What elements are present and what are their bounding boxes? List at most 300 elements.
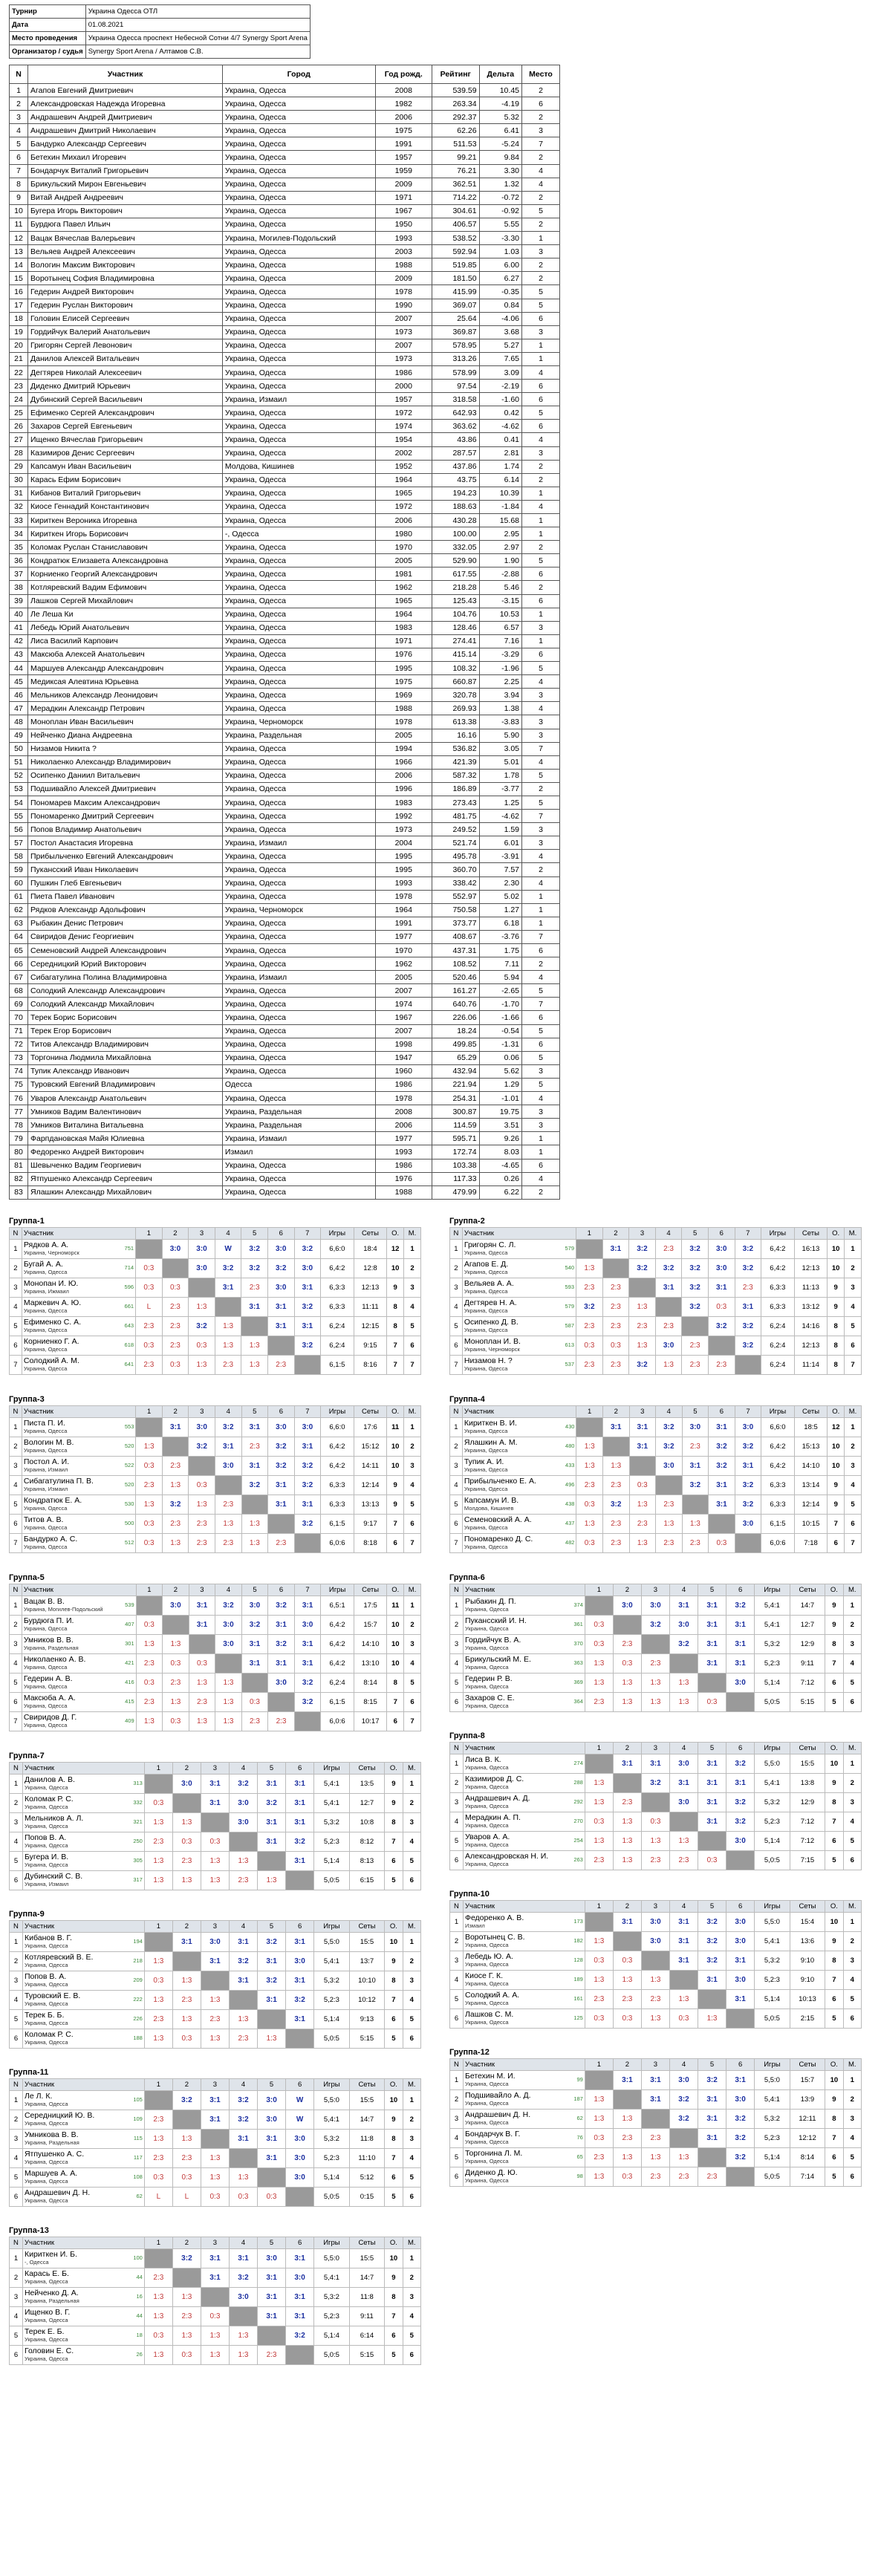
group-result-score: 2:3 [594, 1855, 605, 1864]
group-result-score: 3:0 [209, 1937, 221, 1946]
group-player-cell [463, 1850, 585, 1870]
birth-year: 1967 [375, 204, 432, 218]
group-col-sets: Сеты [349, 2237, 385, 2248]
rating: 263.34 [432, 97, 479, 111]
place: 4 [522, 1092, 560, 1105]
group-player-number: 3 [450, 1792, 464, 1812]
group-block [9, 1751, 421, 1890]
group-result-score: 3:1 [622, 1759, 633, 1768]
player-number: 9 [10, 191, 28, 204]
group-diagonal-cell [698, 1831, 726, 1850]
group-diagonal-cell [641, 1634, 669, 1653]
group-player-cell [22, 1832, 144, 1851]
group-col-player: Участник [22, 1227, 135, 1239]
group-row [450, 1239, 862, 1258]
player-city: Украина, Могилев-Подольский [222, 232, 375, 245]
birth-year: 1977 [375, 1132, 432, 1145]
group-result-cell [268, 1673, 295, 1692]
group-place: 2 [843, 1773, 861, 1792]
group-place: 3 [404, 1634, 421, 1653]
group-player-city: Украина, Одесса [24, 1981, 68, 1988]
group-result-score: 2:3 [181, 2312, 192, 2320]
group-table [9, 1405, 421, 1553]
group-row [450, 1355, 862, 1374]
group-result-score: 0:3 [650, 1817, 661, 1826]
group-result-score: 3:0 [678, 2075, 689, 2084]
group-player-name: Александровская Н. И. [464, 1852, 549, 1861]
group-col-player: Участник [22, 1405, 136, 1417]
table-row [10, 648, 560, 661]
group-player-name: Кибанов В. Г. [24, 1933, 72, 1943]
birth-year: 1973 [375, 352, 432, 365]
group-result-cell [735, 1278, 761, 1297]
group-place: 2 [403, 1793, 420, 1812]
group-result-cell [669, 1634, 698, 1653]
group-result-cell [641, 1773, 669, 1792]
player-number: 35 [10, 541, 28, 554]
player-city: Украина, Одесса [222, 380, 375, 393]
group-diagonal-cell [258, 2326, 286, 2345]
group-result-cell [286, 1774, 314, 1793]
player-number: 7 [10, 164, 28, 178]
group-sets: 10:10 [349, 1971, 385, 1990]
group-player-city: Молдова, Кишинев [464, 1505, 514, 1512]
group-result-cell [172, 2029, 201, 2048]
group-result-cell [162, 1278, 189, 1297]
group-points: 12 [387, 1239, 404, 1258]
group-result-score: 0:3 [594, 1817, 605, 1826]
group-result-cell [641, 1596, 669, 1615]
group-points: 8 [828, 1355, 845, 1374]
group-diagonal-cell [286, 2029, 314, 2048]
group-result-score: 3:1 [294, 1937, 305, 1946]
table-row [10, 527, 560, 541]
group-player-city: Украина, Одесса [23, 1625, 68, 1633]
group-player-name: Бондарчук В. Г. [464, 2130, 521, 2139]
player-city: Украина, Одесса [222, 137, 375, 151]
rating-delta: 6.22 [479, 1185, 521, 1199]
group-player-cell [22, 2268, 144, 2287]
group-sets: 12:7 [349, 1793, 385, 1812]
player-city: Украина, Одесса [222, 97, 375, 111]
group-points: 8 [387, 1316, 404, 1336]
player-city: Украина, Измаил [222, 1132, 375, 1145]
group-player-name: Мерадкин А. П. [464, 1813, 521, 1823]
group-result-score: 1:3 [196, 1302, 207, 1311]
player-name: Семеновский Андрей Александрович [28, 944, 223, 957]
group-player-rating: 128 [573, 1957, 583, 1964]
group-table [449, 1584, 862, 1712]
group-row [450, 1475, 862, 1494]
group-col-games: Игры [761, 1227, 795, 1239]
table-row [10, 554, 560, 567]
group-result-score: 3:0 [678, 1620, 689, 1629]
group-col-num: N [10, 1920, 23, 1932]
group-result-cell [286, 2148, 314, 2167]
group-row [10, 2029, 421, 2048]
group-result-cell [735, 1514, 761, 1533]
player-name: Лиса Василий Карпович [28, 634, 223, 648]
group-place: 6 [843, 2167, 861, 2186]
group-title: Группа-2 [449, 1216, 485, 1226]
group-player-name: Маркевич А. Ю. [23, 1298, 82, 1308]
birth-year: 1993 [375, 232, 432, 245]
group-result-score: 3:0 [735, 1917, 746, 1926]
group-result-score: 3:0 [650, 1936, 661, 1945]
table-row [10, 514, 560, 527]
group-player-number: 1 [10, 1239, 22, 1258]
group-diagonal-cell [229, 1832, 257, 1851]
group-row [10, 1932, 421, 1951]
group-games: 6,3:3 [761, 1494, 795, 1514]
player-number: 20 [10, 339, 28, 352]
group-player-name: Ле Л. К. [24, 2092, 53, 2101]
group-player-number: 6 [10, 1514, 22, 1533]
group-result-score: 1:3 [594, 2095, 605, 2104]
group-result-cell [229, 2129, 257, 2148]
group-result-cell [241, 1297, 268, 1316]
group-col-o: О. [385, 2237, 403, 2248]
group-player-cell [462, 1278, 576, 1297]
group-result-score: 3:1 [266, 1957, 277, 1965]
group-result-score: 2:3 [622, 1639, 633, 1648]
group-result-cell [708, 1278, 735, 1297]
group-result-cell [215, 1316, 241, 1336]
group-games: 6,3:3 [321, 1297, 354, 1316]
group-result-score: 2:3 [622, 1798, 633, 1806]
group-result-cell [229, 1774, 257, 1793]
group-player-city: Украина, Одесса [24, 1842, 68, 1850]
group-col-opponent: 5 [258, 2237, 286, 2248]
group-result-score: 3:2 [181, 2254, 192, 2263]
group-diagonal-cell [613, 1931, 641, 1951]
group-row [10, 1258, 421, 1278]
group-player-cell [463, 2167, 585, 2186]
rating: 181.50 [432, 272, 479, 285]
group-result-cell [698, 1615, 726, 1634]
group-col-sets: Сеты [349, 2078, 385, 2090]
group-result-score: L [156, 2192, 161, 2201]
group-col-o: О. [828, 1405, 845, 1417]
group-result-cell [294, 1456, 321, 1475]
group-player-city: Украина, Раздельная [24, 2297, 79, 2305]
group-points: 10 [385, 2248, 403, 2268]
player-name: Гедерин Андрей Викторович [28, 285, 223, 299]
group-result-cell [641, 1812, 669, 1831]
group-result-cell [258, 1793, 286, 1812]
group-place: 2 [843, 1615, 861, 1634]
player-number: 38 [10, 581, 28, 594]
group-result-cell [163, 1653, 189, 1673]
group-result-score: 3:0 [742, 1519, 754, 1528]
group-player-cell [22, 1456, 136, 1475]
group-diagonal-cell [201, 1971, 229, 1990]
group-result-cell [229, 1793, 257, 1812]
group-player-city: Украина, Одесса [464, 1466, 508, 1474]
rating-delta: 0.41 [479, 433, 521, 446]
table-row [10, 1078, 560, 1091]
group-result-score: 1:3 [249, 1360, 260, 1369]
group-sets: 12:13 [354, 1278, 387, 1297]
player-name: Вацак Вячеслав Валерьевич [28, 232, 223, 245]
group-result-cell [708, 1297, 735, 1316]
group-result-cell [585, 2089, 613, 2109]
group-result-cell [229, 2029, 257, 2048]
player-name: Григорян Сергей Левонович [28, 339, 223, 352]
place: 2 [522, 1185, 560, 1199]
player-number: 44 [10, 662, 28, 675]
group-result-score: 3:0 [735, 1975, 746, 1984]
group-place: 2 [845, 1258, 862, 1278]
group-result-score: 3:1 [650, 2075, 661, 2084]
group-result-cell [726, 2147, 755, 2167]
group-result-cell [698, 2070, 726, 2089]
birth-year: 1992 [375, 810, 432, 823]
group-place: 7 [404, 1711, 421, 1731]
group-player-cell [462, 1533, 576, 1552]
group-player-rating: 596 [124, 1284, 134, 1291]
column-header: Участник [28, 65, 223, 84]
group-player-cell [22, 2187, 144, 2206]
group-result-cell [294, 1673, 321, 1692]
group-player-rating: 292 [573, 1798, 583, 1806]
group-result-score: 0:3 [622, 1659, 633, 1668]
group-result-cell [136, 1475, 163, 1494]
birth-year: 1971 [375, 634, 432, 648]
rating: 108.32 [432, 662, 479, 675]
group-result-cell [144, 2306, 172, 2326]
group-games: 6,2:4 [761, 1316, 795, 1336]
group-player-rating: 482 [565, 1539, 575, 1546]
group-result-cell [201, 2248, 229, 2268]
rating-delta: 6.41 [479, 124, 521, 137]
group-games: 6,2:4 [321, 1336, 354, 1355]
group-result-score: 1:3 [706, 2014, 718, 2023]
group-result-cell [201, 1932, 229, 1951]
rating: 536.82 [432, 742, 479, 755]
group-games: 6,1:5 [321, 1355, 354, 1374]
group-games: 5,1:4 [314, 2167, 350, 2187]
group-result-cell [286, 2326, 314, 2345]
rating: 117.33 [432, 1172, 479, 1185]
table-row [10, 258, 560, 272]
group-row [10, 1653, 421, 1673]
table-row [10, 957, 560, 971]
groups-area [9, 1216, 871, 2413]
birth-year: 1982 [375, 97, 432, 111]
group-player-rating: 62 [136, 2193, 143, 2200]
group-result-cell [241, 1711, 268, 1731]
group-header-row [450, 1405, 862, 1417]
group-result-cell [172, 1812, 201, 1832]
birth-year: 1986 [375, 1078, 432, 1091]
group-result-cell [201, 2148, 229, 2167]
group-player-number: 6 [10, 2187, 23, 2206]
rating: 43.75 [432, 473, 479, 487]
group-result-cell [144, 2110, 172, 2129]
group-col-opponent: 6 [709, 1405, 735, 1417]
group-player-number: 4 [450, 1297, 463, 1316]
group-result-cell [726, 1754, 755, 1773]
group-player-rating: 409 [125, 1717, 134, 1725]
group-player-number: 3 [450, 1951, 464, 1970]
group-result-score: 3:2 [266, 1976, 277, 1985]
group-result-score: 0:3 [266, 2192, 277, 2201]
group-result-score: 1:3 [181, 2331, 192, 2340]
group-result-cell [189, 1514, 215, 1533]
group-result-score: 3:1 [678, 1917, 689, 1926]
group-player-name: Тупик А. И. [464, 1457, 504, 1467]
group-col-num: N [10, 1584, 22, 1596]
group-player-rating: 188 [133, 2035, 143, 2042]
group-sets: 15:13 [794, 1437, 828, 1456]
group-result-score: 3:2 [663, 1442, 674, 1451]
group-place: 3 [843, 2109, 861, 2128]
group-place: 2 [843, 2089, 861, 2109]
player-number: 22 [10, 365, 28, 379]
rating: 362.51 [432, 178, 479, 191]
group-result-cell [698, 1634, 726, 1653]
group-result-cell [268, 1596, 295, 1615]
group-row [10, 1417, 421, 1437]
player-name: Мельников Александр Леонидович [28, 689, 223, 702]
group-diagonal-cell [189, 1278, 215, 1297]
rating-delta: 9.84 [479, 151, 521, 164]
group-result-cell [585, 2147, 613, 2167]
group-games: 5,1:4 [755, 2147, 790, 2167]
group-result-score: 3:2 [196, 1321, 207, 1330]
group-player-name: Гедерин А. В. [23, 1674, 73, 1684]
group-player-rating: 108 [133, 2173, 143, 2181]
group-result-cell [726, 2109, 755, 2128]
group-sets: 10:8 [349, 1812, 385, 1832]
player-name: Бондарчук Виталий Григорьевич [28, 164, 223, 178]
group-player-name: Федоренко А. В. [464, 1913, 524, 1923]
group-result-cell [162, 1456, 189, 1475]
group-player-number: 2 [450, 2089, 464, 2109]
player-number: 71 [10, 1024, 28, 1038]
group-result-cell [726, 1989, 755, 2009]
group-player-city: Украина, Одесса [464, 2100, 509, 2107]
birth-year: 2005 [375, 554, 432, 567]
group-games: 6,4:2 [321, 1258, 354, 1278]
player-name: Свиридов Денис Георгиевич [28, 930, 223, 943]
player-name: Казимиров Денис Сергеевич [28, 446, 223, 460]
group-sets: 14:10 [354, 1634, 387, 1653]
group-player-name: Ищенко В. Г. [24, 2308, 71, 2318]
player-name: Сибагатулина Полина Владимировна [28, 971, 223, 984]
place: 4 [522, 876, 560, 890]
group-col-sets: Сеты [790, 1900, 825, 1912]
group-col-opponent: 5 [241, 1405, 268, 1417]
group-games: 6,4:2 [321, 1437, 354, 1456]
group-diagonal-cell [698, 1673, 726, 1692]
rating-delta: -4.06 [479, 312, 521, 325]
group-result-cell [241, 1278, 268, 1297]
group-result-cell [258, 2287, 286, 2306]
group-player-city: Украина, Одесса [464, 2119, 509, 2127]
protocol-document [9, 4, 871, 2413]
rating: 617.55 [432, 567, 479, 581]
group-player-city: Измаил [464, 1922, 485, 1930]
group-result-cell [215, 1355, 241, 1374]
group-result-cell [258, 2345, 286, 2364]
table-row [10, 1064, 560, 1078]
table-row [10, 971, 560, 984]
group-result-score: 0:3 [622, 2172, 633, 2181]
group-result-score: 3:2 [716, 1461, 727, 1470]
group-player-rating: 530 [124, 1500, 134, 1508]
group-result-score: 1:3 [663, 1360, 674, 1369]
group-player-rating: 579 [565, 1303, 575, 1310]
group-player-number: 4 [10, 2148, 23, 2167]
group-result-score: 3:1 [209, 1957, 221, 1965]
player-name: Корниенко Георгий Александрович [28, 567, 223, 581]
player-city: Украина, Одесса [222, 702, 375, 715]
group-result-score: W [296, 2115, 304, 2124]
player-city: Украина, Одесса [222, 365, 375, 379]
group-place: 5 [843, 2147, 861, 2167]
group-result-score: 3:0 [650, 1601, 661, 1610]
group-player-number: 2 [450, 1258, 463, 1278]
group-result-score: 3:0 [266, 2115, 277, 2124]
group-place: 5 [843, 1673, 861, 1692]
group-header-row [10, 1762, 421, 1774]
place: 4 [522, 850, 560, 863]
group-result-score: 2:3 [610, 1302, 621, 1311]
player-number: 83 [10, 1185, 28, 1199]
rating-delta: 3.68 [479, 325, 521, 339]
rating-delta: -4.65 [479, 1159, 521, 1172]
group-result-cell [613, 1692, 641, 1711]
group-result-cell [682, 1297, 709, 1316]
group-result-score: 0:3 [143, 1341, 155, 1350]
rating-delta: 1.90 [479, 554, 521, 567]
group-result-score: 1:3 [594, 1678, 605, 1687]
group-player-rating: 430 [565, 1423, 575, 1431]
group-sets: 11:10 [349, 2148, 385, 2167]
group-player-rating: 305 [133, 1857, 143, 1864]
group-result-cell [229, 2090, 257, 2110]
group-place: 1 [403, 2090, 420, 2110]
birth-year: 1965 [375, 594, 432, 608]
birth-year: 2007 [375, 1024, 432, 1038]
group-player-rating: 361 [573, 1621, 583, 1628]
group-result-score: 3:0 [735, 2095, 746, 2104]
group-result-score: 3:2 [302, 1678, 313, 1687]
group-row [450, 1692, 862, 1711]
rating-delta: 1.59 [479, 823, 521, 836]
player-number: 3 [10, 111, 28, 124]
rating: 363.62 [432, 420, 479, 433]
group-result-score: 3:1 [222, 1283, 234, 1292]
group-row [450, 2128, 862, 2147]
group-diagonal-cell [136, 1239, 163, 1258]
player-city: Украина, Раздельная [222, 729, 375, 742]
info-label: Дата [10, 19, 86, 32]
group-result-score: 2:3 [196, 1519, 207, 1528]
group-games: 5,0:5 [755, 1850, 790, 1870]
group-player-rating: 751 [124, 1245, 134, 1252]
group-player-city: Украина, Одесса [464, 2081, 509, 2088]
group-player-number: 3 [450, 2109, 464, 2128]
birth-year: 2006 [375, 769, 432, 782]
group-result-score: 0:3 [143, 1620, 155, 1629]
group-col-player: Участник [462, 1405, 576, 1417]
group-col-opponent: 3 [629, 1227, 656, 1239]
birth-year: 1964 [375, 903, 432, 917]
group-place: 6 [845, 1514, 862, 1533]
